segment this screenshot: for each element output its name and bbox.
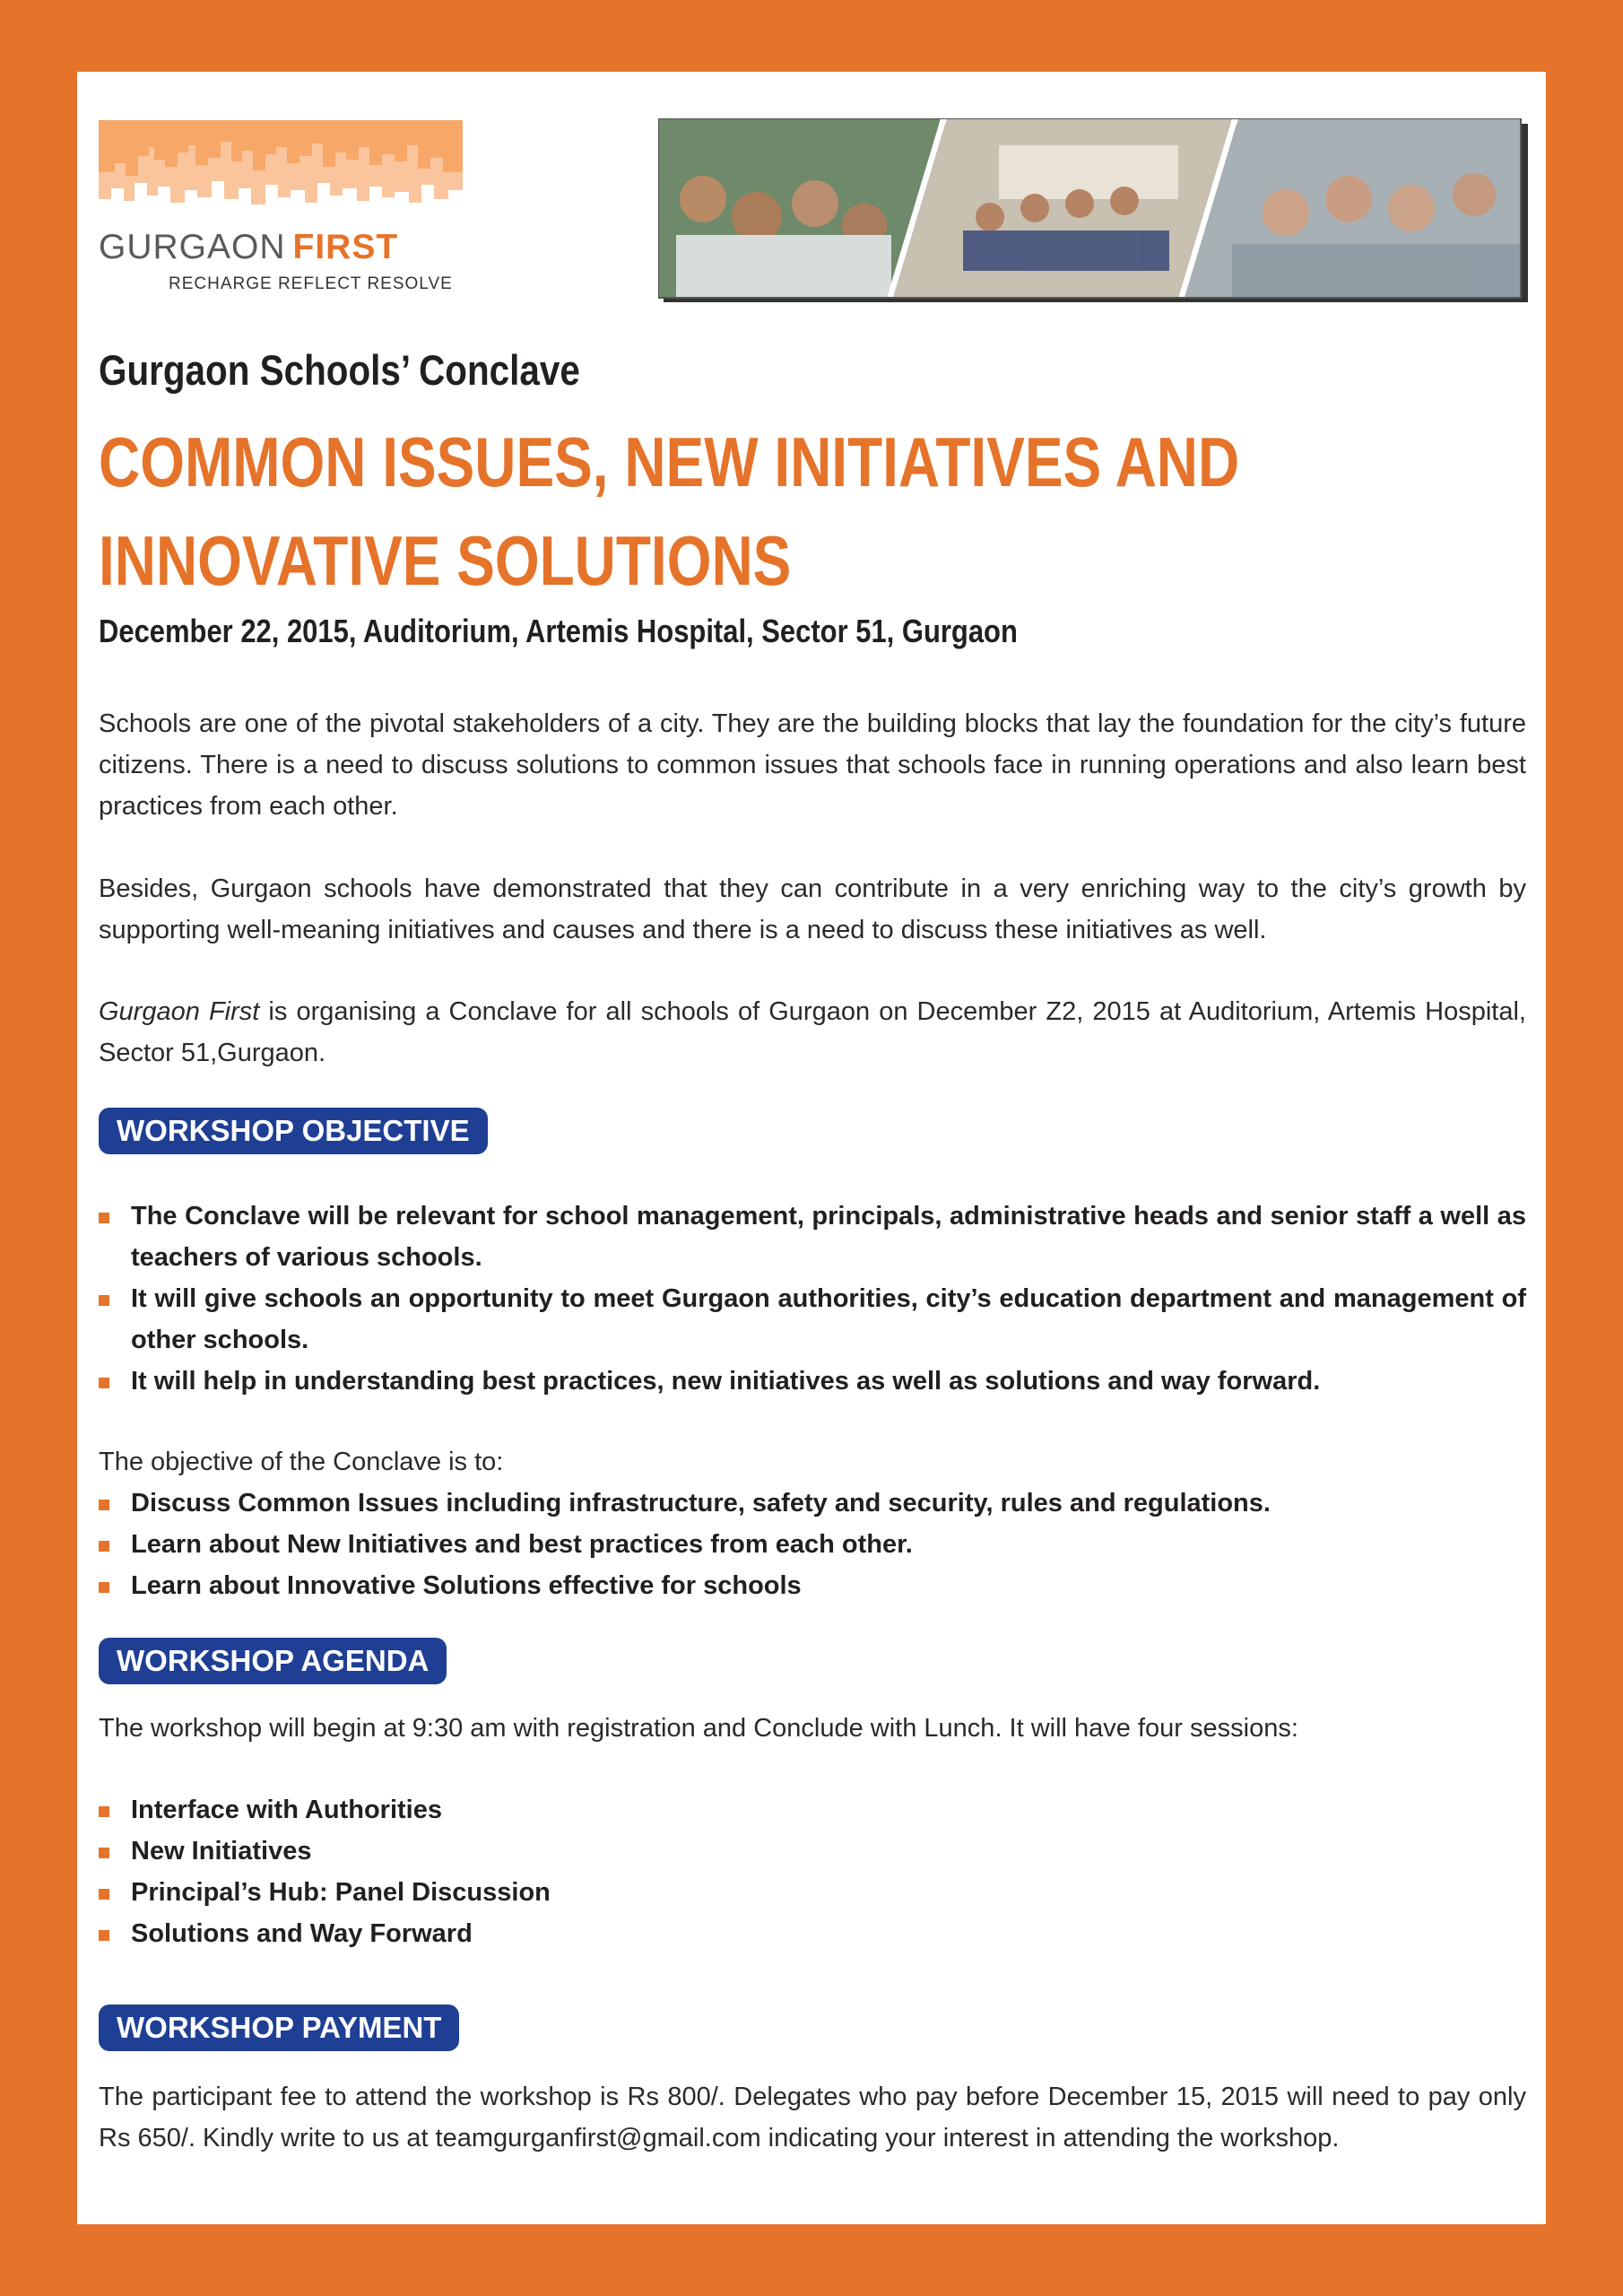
city-skyline-icon: [99, 120, 463, 228]
list-item-text: Learn about Innovative Solutions effective for schools: [131, 1571, 802, 1600]
list-item-text: Interface with Authorities: [131, 1796, 442, 1824]
list-item: [99, 1565, 1526, 1606]
event-dateline: December 22, 2015, Auditorium, Artemis Hospital, Sector 51, Gurgaon: [99, 613, 1018, 649]
flyer-page: [77, 72, 1546, 2224]
brand-name-part2: FIRST: [292, 228, 399, 266]
list-item-text: Discuss Common Issues including infrastructure, safety and security, rules and regulations.: [131, 1489, 1271, 1518]
workshop-objective-heading: WORKSHOP OBJECTIVE: [99, 1108, 488, 1154]
workshop-agenda-heading: WORKSHOP AGENDA: [99, 1638, 447, 1684]
bullet-square-icon: [99, 1848, 109, 1858]
page-title: COMMON ISSUES, NEW INITIATIVES AND INNOVATIVE SOLUTIONS: [99, 422, 1240, 600]
list-item: [99, 1872, 1526, 1913]
workshop-payment-heading: WORKSHOP PAYMENT: [99, 2005, 459, 2051]
list-item: [99, 1361, 1526, 1402]
brand-mention: Gurgaon First: [99, 997, 260, 1026]
list-item-text: Solutions and Way Forward: [131, 1919, 473, 1948]
agenda-intro: The workshop will begin at 9:30 am with registration and Conclude with Lunch. It will have four sessions:: [99, 1714, 1298, 1743]
list-item-text: It will give schools an opportunity to meet Gurgaon authorities, city’s education department and management of other schools.: [131, 1284, 1526, 1354]
list-item: [99, 1831, 1526, 1872]
list-item: [99, 1524, 1526, 1565]
conclave-subtitle: Gurgaon Schools’ Conclave: [99, 346, 580, 394]
bullet-square-icon: [99, 1500, 109, 1510]
bullet-square-icon: [99, 1378, 109, 1388]
list-item: [99, 1278, 1526, 1361]
intro-paragraph-1: Schools are one of the pivotal stakeholders of a city. They are the building blocks that lay the foundation for the city’s future citizens. There is a need to discuss solutions to common issues that schools face in running operations and also learn best practices from each other.: [99, 709, 1526, 821]
list-item-text: The Conclave will be relevant for school management, principals, administrative heads and senior staff a well as teachers of various schools.: [131, 1202, 1526, 1272]
list-item: [99, 1913, 1526, 1954]
list-item-text: Principal’s Hub: Panel Discussion: [131, 1878, 551, 1907]
intro-paragraph-2: Besides, Gurgaon schools have demonstrated that they can contribute in a very enriching way to the city’s growth by supporting well-meaning initiatives and causes and there is a need to discuss these initiatives as well.: [99, 874, 1526, 944]
intro-paragraph-3-text: is organising a Conclave for all schools of Gurgaon on December Z2, 2015 at Auditorium, Artemis Hospital, Sector 51,Gurgaon.: [99, 997, 1526, 1067]
objective-bullet-list: [99, 1196, 1526, 1402]
objective-lead: The objective of the Conclave is to:: [99, 1448, 504, 1476]
payment-paragraph: The participant fee to attend the workshop is Rs 800/. Delegates who pay before December 15, 2015 will need to pay only Rs 650/. Kindly write to us at teamgurganfirst@gmail.com indicating your interest in attending the workshop.: [99, 2083, 1526, 2152]
list-item: [99, 1789, 1526, 1831]
list-item: [99, 1483, 1526, 1524]
list-item-text: It will help in understanding best practices, new initiatives as well as solutions and way forward.: [131, 1367, 1321, 1396]
bullet-square-icon: [99, 1806, 109, 1817]
brand-name: [99, 228, 463, 267]
photo-collage-image: [658, 118, 1528, 302]
objective-goals-list: [99, 1483, 1526, 1606]
bullet-square-icon: [99, 1930, 109, 1941]
bullet-square-icon: [99, 1541, 109, 1552]
list-item-text: New Initiatives: [131, 1837, 312, 1866]
list-item-text: Learn about New Initiatives and best practices from each other.: [131, 1530, 913, 1559]
intro-paragraph-3: [99, 991, 1526, 1074]
bullet-square-icon: [99, 1582, 109, 1593]
list-item: [99, 1196, 1526, 1278]
brand-tagline: RECHARGE REFLECT RESOLVE: [169, 274, 453, 293]
bullet-square-icon: [99, 1889, 109, 1900]
brand-name-part1: GURGAON: [99, 228, 286, 266]
schoolchildren-photo-banner: [658, 118, 1528, 302]
bullet-square-icon: [99, 1213, 109, 1223]
bullet-square-icon: [99, 1295, 109, 1306]
agenda-session-list: [99, 1789, 1526, 1954]
gurgaon-first-logo: [99, 120, 463, 300]
